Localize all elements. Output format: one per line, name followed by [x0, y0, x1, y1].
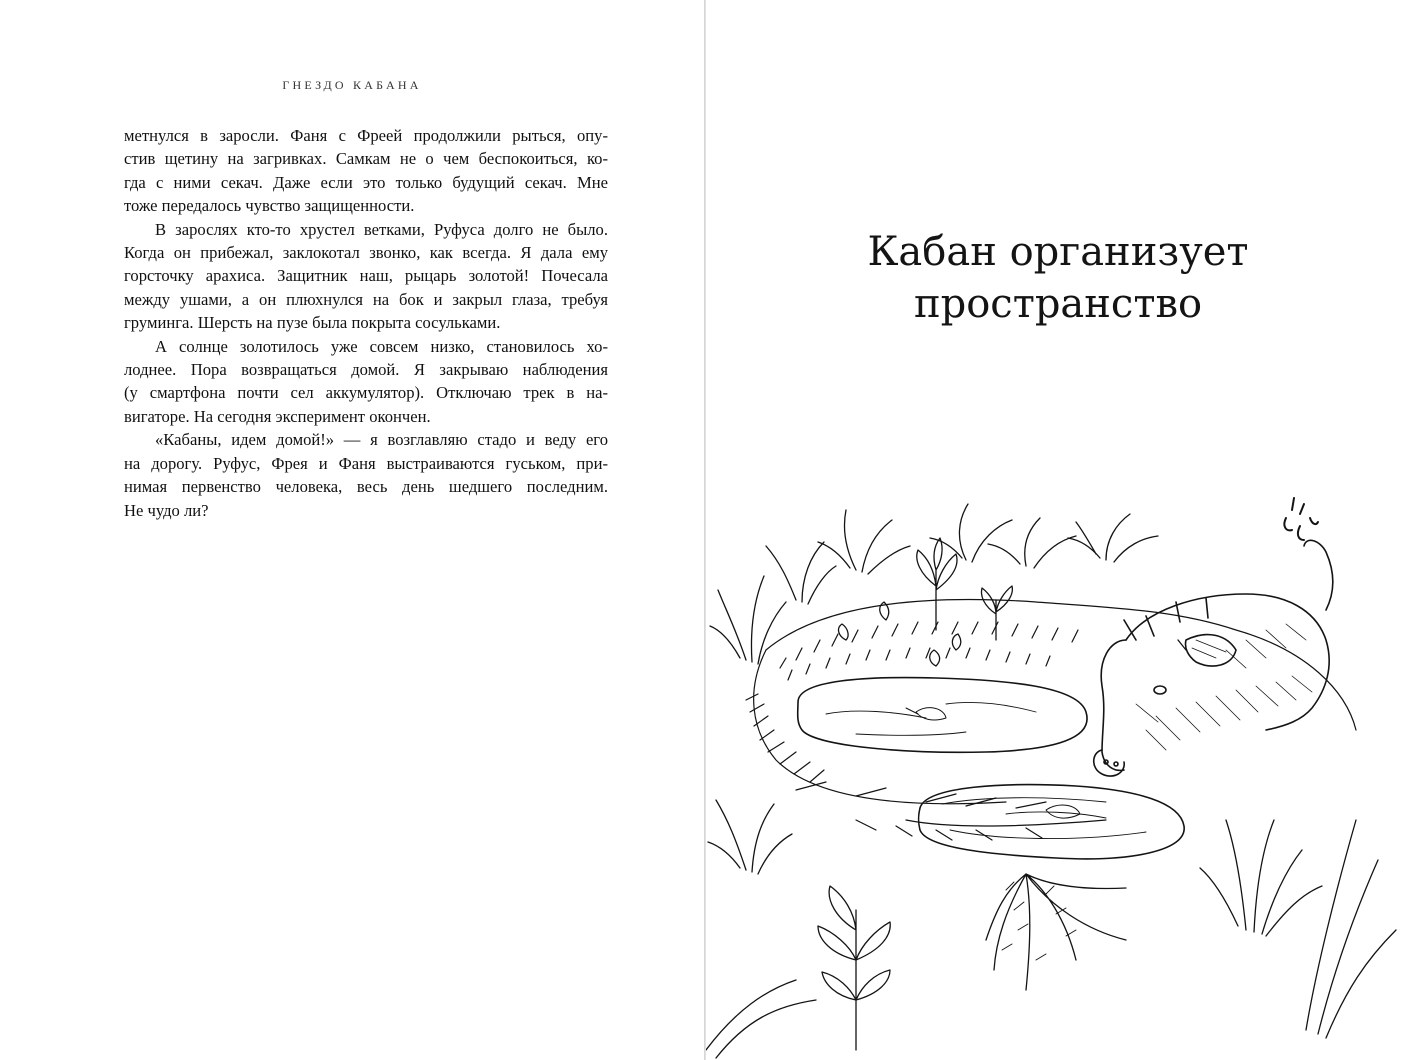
- body-text: [124, 124, 608, 522]
- text-line: Не чудо ли?: [124, 500, 209, 520]
- ink-drawing: [706, 490, 1410, 1060]
- chapter-title: [706, 226, 1410, 330]
- chapter-title-line: Кабан организует: [867, 229, 1249, 275]
- text-line: между ушами, а он плюхнулся на бок и закрыл глаза, требуя: [124, 289, 608, 309]
- left-page: [0, 0, 704, 1060]
- text-line: В зарослях кто-то хрустел ветками, Руфуса долго не было.: [155, 219, 608, 239]
- text-line: на дорогу. Руфус, Фрея и Фаня выстраиваются гуськом, при-: [124, 453, 608, 473]
- text-line: метнулся в заросли. Фаня с Фреей продолжили рыться, опу-: [124, 126, 608, 145]
- text-line: лоднее. Пора возвращаться домой. Я закрываю наблюдения: [124, 360, 608, 380]
- text-line: груминга. Шерсть на пузе была покрыта сосульками.: [124, 313, 501, 333]
- text-line: гда с ними секач. Даже если это только будущий секач. Мне: [124, 172, 608, 192]
- text-line: вигаторе. На сегодня эксперимент окончен.: [124, 406, 431, 426]
- text-line: стив щетину на загривках. Самкам не о чем беспокоиться, ко-: [124, 149, 608, 169]
- text-line: (у смартфона почти сел аккумулятор). Отключаю трек в на-: [124, 383, 608, 403]
- text-line: «Кабаны, идем домой!» — я возглавляю стадо и веду его: [155, 430, 608, 450]
- text-line: нимая первенство человека, весь день шедшего последним.: [124, 477, 608, 497]
- boar-figure: [1094, 498, 1333, 776]
- right-page: [706, 0, 1410, 1060]
- running-head: ГНЕЗДО КАБАНА: [282, 78, 422, 92]
- ground-mound: [746, 599, 1356, 840]
- lower-puddle: [919, 785, 1185, 859]
- chapter-title-line: пространство: [913, 281, 1203, 327]
- text-line: А солнце золотилось уже совсем низко, становилось хо-: [155, 336, 608, 356]
- boar-illustration: [706, 490, 1410, 1060]
- grass-clumps: [706, 504, 1396, 1058]
- text-line: тоже передалось чувство защищенности.: [124, 196, 415, 216]
- text-line: Когда он прибежал, заклокотал звонко, как всегда. Я дала ему: [124, 243, 608, 263]
- upper-puddle: [798, 678, 1087, 753]
- text-line: горсточку арахиса. Защитник наш, рыцарь золотой! Почесала: [124, 266, 608, 286]
